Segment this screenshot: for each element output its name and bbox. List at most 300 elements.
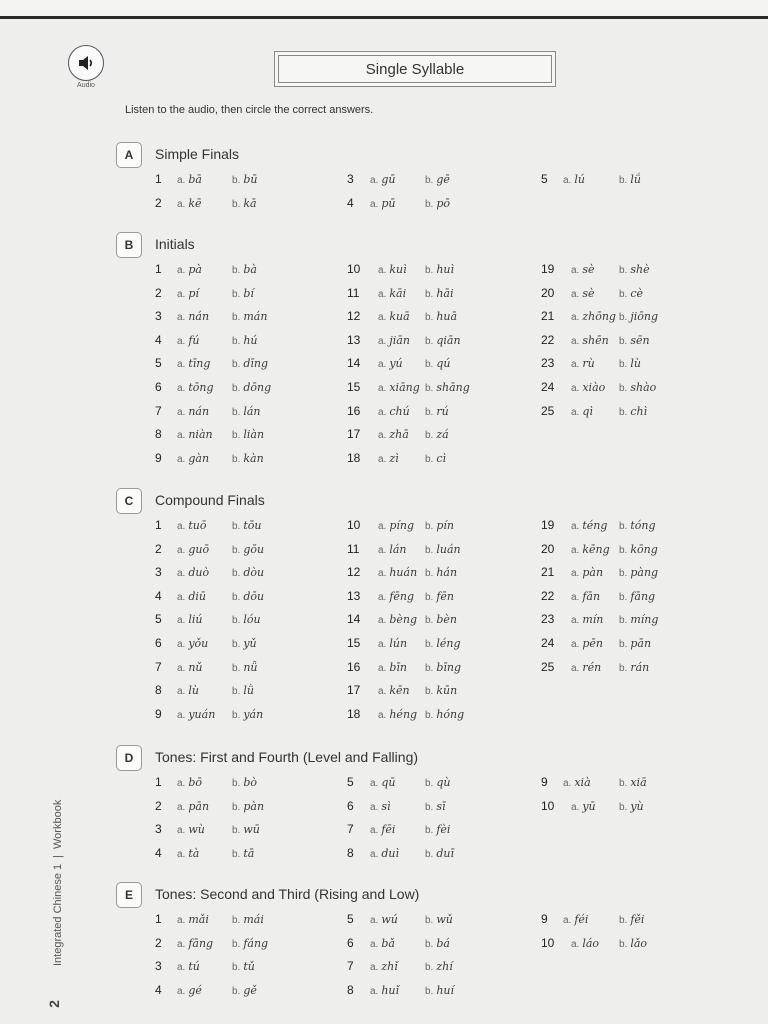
choice-b[interactable] xyxy=(425,823,450,836)
choice-letter: b. xyxy=(425,359,434,371)
pinyin-syllable: gàn xyxy=(188,451,210,465)
item-number: 11 xyxy=(347,541,360,556)
item-number: 6 xyxy=(155,636,162,650)
choice-b[interactable] xyxy=(425,661,461,674)
pinyin-syllable: yán xyxy=(243,707,264,721)
choice-b[interactable] xyxy=(232,684,254,697)
choice-letter: a. xyxy=(177,801,186,813)
pinyin-syllable: niàn xyxy=(188,428,213,442)
choice-a[interactable] xyxy=(571,661,601,674)
choice-letter: b. xyxy=(425,709,434,721)
choice-a[interactable] xyxy=(177,334,200,347)
pinyin-syllable: kuì xyxy=(389,263,407,276)
pinyin-syllable: sī xyxy=(436,799,446,813)
pinyin-syllable: gū xyxy=(381,173,396,186)
choice-a[interactable] xyxy=(571,590,600,603)
item-number: 1 xyxy=(155,775,162,789)
choice-letter: b. xyxy=(425,848,434,860)
pinyin-syllable: tuō xyxy=(188,519,207,532)
choice-a[interactable] xyxy=(378,334,410,347)
item-number: 6 xyxy=(155,380,162,394)
choice-letter: b. xyxy=(232,962,241,974)
item-number: 10 xyxy=(541,935,555,950)
choice-letter: a. xyxy=(378,544,387,556)
choice-a[interactable] xyxy=(177,310,209,323)
choice-a[interactable] xyxy=(177,405,209,418)
item-number: 16 xyxy=(347,403,361,418)
choice-b[interactable] xyxy=(619,776,647,789)
choice-b[interactable] xyxy=(619,913,644,926)
choice-b[interactable] xyxy=(232,613,261,626)
choice-a[interactable] xyxy=(177,823,205,836)
pinyin-syllable: nán xyxy=(188,310,210,324)
choice-a[interactable] xyxy=(177,452,209,465)
choice-a[interactable] xyxy=(571,613,603,626)
item-number: 5 xyxy=(347,775,354,789)
choice-a[interactable] xyxy=(177,428,213,441)
choice-b[interactable] xyxy=(619,613,658,626)
choice-a[interactable] xyxy=(177,173,202,186)
pinyin-syllable: tīng xyxy=(188,357,211,371)
pinyin-syllable: liú xyxy=(188,613,203,627)
choice-b[interactable] xyxy=(232,310,267,323)
pinyin-syllable: kāi xyxy=(389,286,407,300)
choice-b[interactable] xyxy=(232,637,257,650)
choice-letter: b. xyxy=(619,615,628,627)
choice-a[interactable] xyxy=(571,310,616,323)
pinyin-syllable: huán xyxy=(389,566,418,580)
choice-b[interactable] xyxy=(619,381,656,394)
choice-b[interactable] xyxy=(619,519,656,532)
choice-b[interactable] xyxy=(232,543,264,556)
pinyin-syllable: pín xyxy=(436,519,454,532)
workbook-label: Workbook xyxy=(52,799,64,849)
choice-letter: a. xyxy=(177,709,186,721)
item-number: 4 xyxy=(347,195,354,210)
choice-a[interactable] xyxy=(370,984,399,997)
choice-a[interactable] xyxy=(370,960,398,973)
choice-letter: a. xyxy=(378,639,387,650)
choice-b[interactable] xyxy=(425,566,457,579)
choice-letter: b. xyxy=(619,265,628,276)
choice-a[interactable] xyxy=(177,357,210,370)
choice-letter: a. xyxy=(571,544,580,556)
choice-letter: a. xyxy=(370,848,379,860)
choice-b[interactable] xyxy=(425,776,450,789)
choice-b[interactable] xyxy=(619,287,643,300)
pinyin-syllable: yǒu xyxy=(188,637,209,650)
choice-b[interactable] xyxy=(425,381,470,394)
pinyin-syllable: zhōng xyxy=(582,310,616,324)
item-number: 5 xyxy=(155,612,162,627)
choice-a[interactable] xyxy=(177,708,215,721)
pinyin-syllable: kuā xyxy=(389,310,410,324)
choice-b[interactable] xyxy=(425,543,461,556)
pinyin-syllable: hán xyxy=(436,566,458,580)
choice-letter: b. xyxy=(232,662,241,674)
choice-b[interactable] xyxy=(619,357,641,370)
choice-letter: b. xyxy=(425,985,434,997)
choice-a[interactable] xyxy=(571,263,595,276)
choice-letter: b. xyxy=(619,312,628,324)
choice-a[interactable] xyxy=(563,776,591,789)
choice-letter: a. xyxy=(177,825,186,837)
item-number: 20 xyxy=(541,285,555,300)
choice-letter: b. xyxy=(232,568,241,580)
choice-b[interactable] xyxy=(232,197,257,210)
choice-letter: a. xyxy=(571,383,580,394)
choice-a[interactable] xyxy=(571,637,603,650)
choice-b[interactable] xyxy=(619,661,649,674)
choice-b[interactable] xyxy=(619,590,655,603)
choice-a[interactable] xyxy=(378,519,414,532)
pinyin-syllable: nán xyxy=(188,404,210,418)
audio-button[interactable] xyxy=(68,45,104,81)
choice-b[interactable] xyxy=(425,913,453,926)
item-number: 15 xyxy=(347,636,361,650)
choice-letter: b. xyxy=(232,915,241,926)
choice-a[interactable] xyxy=(177,590,206,603)
choice-b[interactable] xyxy=(619,543,658,556)
choice-b[interactable] xyxy=(619,310,658,323)
choice-b[interactable] xyxy=(425,357,450,370)
choice-a[interactable] xyxy=(177,847,199,860)
choice-letter: b. xyxy=(425,825,434,837)
choice-letter: b. xyxy=(619,801,628,813)
pinyin-syllable: fāng xyxy=(630,589,656,603)
choice-b[interactable] xyxy=(232,708,263,721)
choice-a[interactable] xyxy=(370,800,391,813)
choice-b[interactable] xyxy=(232,800,264,813)
pinyin-syllable: fēng xyxy=(389,589,415,603)
choice-letter: a. xyxy=(571,639,580,650)
item-number: 9 xyxy=(541,775,548,789)
choice-b[interactable] xyxy=(425,800,446,813)
choice-b[interactable] xyxy=(425,708,464,721)
choice-b[interactable] xyxy=(232,661,258,674)
choice-letter: a. xyxy=(378,591,387,603)
pinyin-syllable: tōu xyxy=(243,519,262,532)
choice-a[interactable] xyxy=(563,913,588,926)
choice-b[interactable] xyxy=(619,263,650,276)
choice-a[interactable] xyxy=(571,334,609,347)
item-number: 13 xyxy=(347,332,361,347)
choice-letter: b. xyxy=(232,406,241,418)
choice-b[interactable] xyxy=(425,287,454,300)
choice-b[interactable] xyxy=(232,776,257,789)
choice-letter: a. xyxy=(177,938,186,950)
choice-b[interactable] xyxy=(232,287,254,300)
choice-letter: a. xyxy=(571,521,580,532)
choice-a[interactable] xyxy=(177,287,199,300)
choice-a[interactable] xyxy=(177,661,203,674)
choice-a[interactable] xyxy=(378,613,417,626)
item-number: 12 xyxy=(347,309,361,324)
choice-b[interactable] xyxy=(425,263,454,276)
choice-letter: b. xyxy=(619,175,628,186)
choice-a[interactable] xyxy=(370,173,395,186)
choice-a[interactable] xyxy=(370,847,399,860)
choice-b[interactable] xyxy=(425,334,461,347)
choice-a[interactable] xyxy=(378,637,407,650)
pinyin-syllable: mán xyxy=(243,310,268,324)
choice-a[interactable] xyxy=(177,937,213,950)
choice-letter: b. xyxy=(425,521,434,532)
pinyin-syllable: bō xyxy=(188,776,203,789)
choice-b[interactable] xyxy=(425,590,454,603)
pinyin-syllable: wù xyxy=(188,823,205,837)
choice-b[interactable] xyxy=(619,173,641,186)
section-title: Tones: Second and Third (Rising and Low) xyxy=(155,886,420,902)
pinyin-syllable: shāng xyxy=(436,381,470,394)
choice-b[interactable] xyxy=(425,310,457,323)
choice-b[interactable] xyxy=(425,937,450,950)
choice-a[interactable] xyxy=(378,381,420,394)
item-number: 1 xyxy=(155,518,162,532)
choice-letter: a. xyxy=(378,615,387,627)
choice-b[interactable] xyxy=(619,637,651,650)
choice-letter: a. xyxy=(571,406,580,418)
choice-b[interactable] xyxy=(232,334,258,347)
item-number: 10 xyxy=(541,798,555,813)
choice-b[interactable] xyxy=(232,566,264,579)
choice-a[interactable] xyxy=(177,263,202,276)
choice-b[interactable] xyxy=(425,452,446,465)
choice-a[interactable] xyxy=(370,776,395,789)
choice-a[interactable] xyxy=(571,405,593,418)
pinyin-syllable: kā xyxy=(243,196,257,210)
pinyin-syllable: sēn xyxy=(630,333,650,347)
pinyin-syllable: bò xyxy=(243,776,258,789)
choice-b[interactable] xyxy=(425,519,454,532)
pinyin-syllable: yǔ xyxy=(243,637,257,650)
pinyin-syllable: guō xyxy=(188,542,210,556)
choice-a[interactable] xyxy=(177,913,209,926)
pinyin-syllable: héng xyxy=(389,707,418,721)
item-number: 5 xyxy=(347,912,354,926)
item-number: 5 xyxy=(155,356,162,371)
pinyin-syllable: pō xyxy=(436,196,451,210)
choice-letter: a. xyxy=(370,198,379,210)
choice-letter: a. xyxy=(370,778,379,789)
choice-a[interactable] xyxy=(571,566,603,579)
choice-a[interactable] xyxy=(177,613,202,626)
choice-b[interactable] xyxy=(232,405,261,418)
choice-a[interactable] xyxy=(177,519,206,532)
choice-a[interactable] xyxy=(571,357,595,370)
pinyin-syllable: bí xyxy=(243,286,254,300)
choice-b[interactable] xyxy=(232,452,264,465)
pinyin-syllable: qū xyxy=(381,776,396,789)
choice-a[interactable] xyxy=(378,708,417,721)
section-letter: A xyxy=(116,142,142,168)
choice-b[interactable] xyxy=(425,197,450,210)
choice-b[interactable] xyxy=(232,823,260,836)
choice-a[interactable] xyxy=(571,519,607,532)
pinyin-syllable: nǔ xyxy=(188,660,203,674)
pinyin-syllable: sè xyxy=(582,286,595,300)
book-footer xyxy=(52,800,64,966)
choice-a[interactable] xyxy=(378,684,410,697)
pinyin-syllable: fěi xyxy=(630,913,645,926)
choice-letter: a. xyxy=(177,521,186,532)
choice-a[interactable] xyxy=(177,800,209,813)
choice-letter: b. xyxy=(425,568,434,580)
choice-letter: a. xyxy=(177,848,186,860)
choice-b[interactable] xyxy=(425,428,449,441)
choice-letter: a. xyxy=(177,335,186,347)
item-number: 6 xyxy=(347,798,354,813)
item-number: 11 xyxy=(347,285,360,300)
item-number: 23 xyxy=(541,356,555,371)
choice-b[interactable] xyxy=(619,405,647,418)
choice-a[interactable] xyxy=(378,263,407,276)
item-number: 7 xyxy=(155,403,162,418)
choice-letter: b. xyxy=(619,359,628,371)
item-number: 7 xyxy=(347,822,354,837)
title-box xyxy=(274,51,556,87)
choice-a[interactable] xyxy=(571,287,595,300)
choice-a[interactable] xyxy=(378,566,417,579)
choice-a[interactable] xyxy=(378,428,409,441)
choice-b[interactable] xyxy=(232,357,268,370)
choice-b[interactable] xyxy=(425,960,453,973)
choice-b[interactable] xyxy=(619,937,647,950)
choice-a[interactable] xyxy=(378,287,406,300)
pinyin-syllable: píng xyxy=(389,519,415,532)
pinyin-syllable: tú xyxy=(188,960,200,974)
choice-b[interactable] xyxy=(232,937,268,950)
choice-a[interactable] xyxy=(378,357,403,370)
choice-b[interactable] xyxy=(232,173,257,186)
choice-a[interactable] xyxy=(177,637,208,650)
pinyin-syllable: pà xyxy=(188,263,202,276)
choice-b[interactable] xyxy=(232,984,257,997)
choice-b[interactable] xyxy=(232,913,264,926)
choice-a[interactable] xyxy=(378,310,410,323)
choice-b[interactable] xyxy=(425,684,457,697)
pinyin-syllable: bā xyxy=(188,173,202,186)
choice-a[interactable] xyxy=(370,823,395,836)
choice-b[interactable] xyxy=(232,960,255,973)
choice-letter: a. xyxy=(177,175,186,186)
choice-a[interactable] xyxy=(571,381,605,394)
choice-b[interactable] xyxy=(425,847,454,860)
choice-b[interactable] xyxy=(232,519,261,532)
pinyin-syllable: huì xyxy=(436,263,455,276)
pinyin-syllable: xiā xyxy=(630,776,647,789)
item-number: 4 xyxy=(155,588,162,603)
section-title: Simple Finals xyxy=(155,146,240,162)
choice-letter: b. xyxy=(425,430,434,442)
pinyin-syllable: wǔ xyxy=(436,913,453,926)
pinyin-syllable: pàng xyxy=(630,566,659,580)
choice-a[interactable] xyxy=(563,173,585,186)
item-number: 3 xyxy=(155,822,162,837)
choice-a[interactable] xyxy=(370,197,395,210)
pinyin-syllable: liàn xyxy=(243,428,265,442)
choice-letter: a. xyxy=(177,962,186,974)
choice-a[interactable] xyxy=(378,590,414,603)
choice-letter: a. xyxy=(177,985,186,997)
choice-letter: a. xyxy=(378,312,387,324)
choice-a[interactable] xyxy=(177,684,199,697)
choice-b[interactable] xyxy=(619,334,650,347)
choice-a[interactable] xyxy=(177,197,202,210)
choice-a[interactable] xyxy=(177,566,209,579)
choice-a[interactable] xyxy=(378,405,410,418)
pinyin-syllable: wú xyxy=(381,913,398,926)
choice-letter: a. xyxy=(378,521,387,532)
choice-a[interactable] xyxy=(177,984,202,997)
choice-a[interactable] xyxy=(571,937,599,950)
choice-b[interactable] xyxy=(232,590,264,603)
item-number: 20 xyxy=(541,541,555,556)
pinyin-syllable: duī xyxy=(436,846,454,860)
choice-b[interactable] xyxy=(425,637,461,650)
pinyin-syllable: fú xyxy=(188,333,200,347)
choice-letter: a. xyxy=(378,709,387,721)
choice-a[interactable] xyxy=(370,913,398,926)
pinyin-syllable: tōng xyxy=(188,381,214,394)
pinyin-syllable: fēn xyxy=(436,589,455,603)
choice-letter: a. xyxy=(563,915,572,926)
choice-b[interactable] xyxy=(425,173,450,186)
choice-a[interactable] xyxy=(177,543,209,556)
pinyin-syllable: fèi xyxy=(436,823,451,837)
choice-letter: a. xyxy=(177,198,186,210)
choice-b[interactable] xyxy=(619,566,658,579)
item-number: 7 xyxy=(347,959,354,974)
item-number: 18 xyxy=(347,450,361,465)
choice-b[interactable] xyxy=(619,800,644,813)
choice-letter: a. xyxy=(370,985,379,997)
choice-letter: b. xyxy=(232,265,241,276)
choice-a[interactable] xyxy=(571,800,596,813)
pinyin-syllable: pàn xyxy=(243,799,265,813)
pinyin-syllable: bīn xyxy=(389,660,407,674)
book-title: Integrated Chinese 1 xyxy=(52,863,64,966)
choice-letter: b. xyxy=(425,312,434,324)
choice-a[interactable] xyxy=(378,452,399,465)
choice-a[interactable] xyxy=(177,381,214,394)
choice-letter: a. xyxy=(370,175,379,186)
choice-b[interactable] xyxy=(232,381,271,394)
choice-b[interactable] xyxy=(425,405,449,418)
choice-b[interactable] xyxy=(232,847,254,860)
choice-letter: b. xyxy=(232,591,241,603)
item-number: 2 xyxy=(155,541,162,556)
choice-a[interactable] xyxy=(177,776,202,789)
choice-a[interactable] xyxy=(177,960,200,973)
item-number: 9 xyxy=(155,706,162,721)
choice-letter: a. xyxy=(177,383,186,394)
item-number: 19 xyxy=(541,518,555,532)
item-number: 21 xyxy=(541,309,555,324)
choice-a[interactable] xyxy=(571,543,610,556)
choice-letter: b. xyxy=(425,453,434,465)
choice-a[interactable] xyxy=(370,937,395,950)
item-number: 4 xyxy=(155,845,162,860)
choice-b[interactable] xyxy=(425,984,454,997)
choice-a[interactable] xyxy=(378,661,407,674)
pinyin-syllable: xiào xyxy=(582,381,606,394)
choice-b[interactable] xyxy=(232,263,257,276)
choice-a[interactable] xyxy=(378,543,407,556)
choice-letter: b. xyxy=(232,198,241,210)
choice-b[interactable] xyxy=(425,613,457,626)
choice-b[interactable] xyxy=(232,428,264,441)
